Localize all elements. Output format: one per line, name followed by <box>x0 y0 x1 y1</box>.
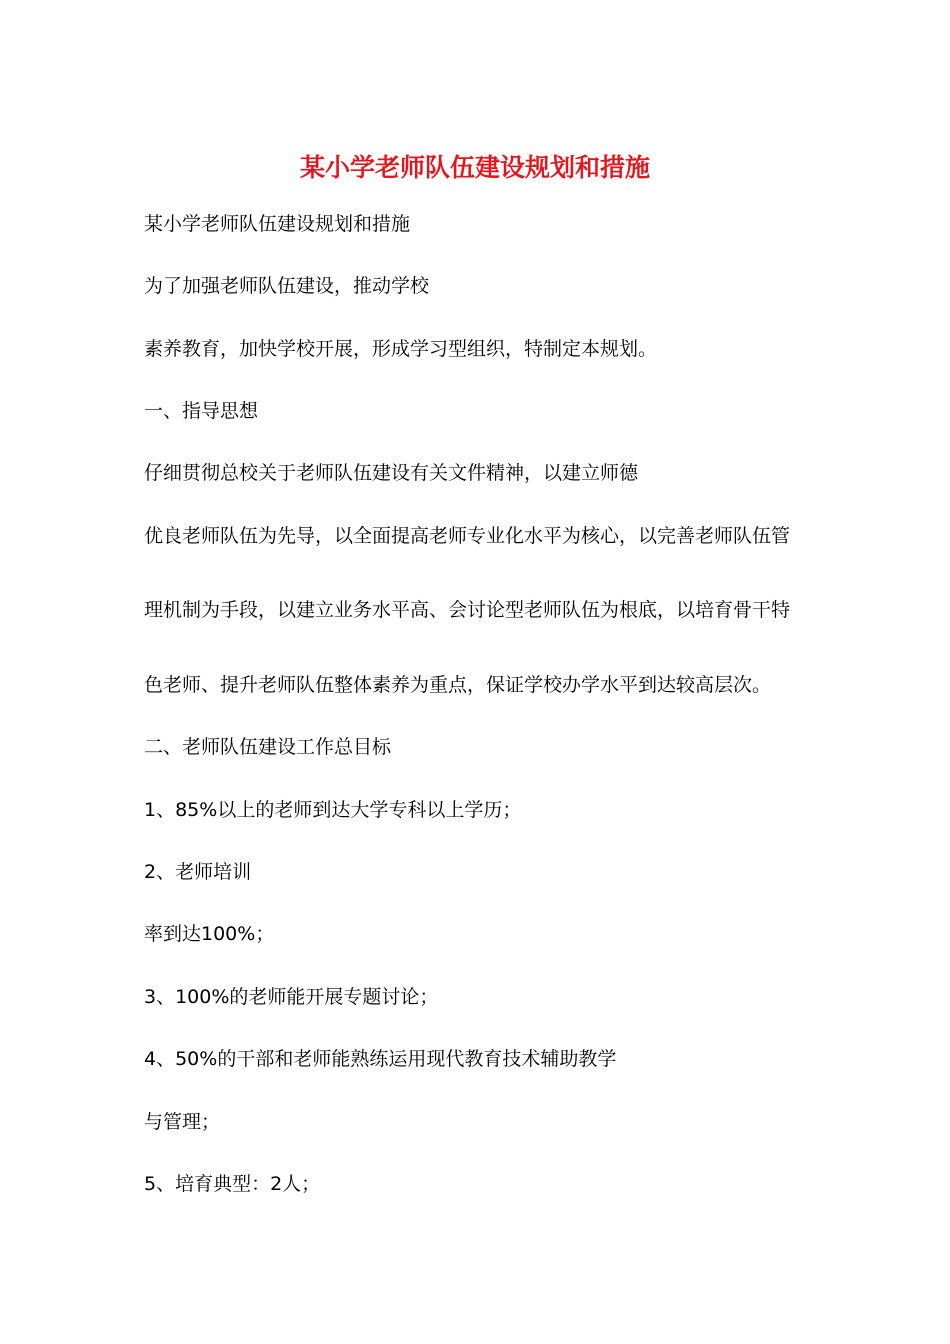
section-heading-1: 一、指导思想 <box>144 400 259 422</box>
text-line-2: 为了加强老师队伍建设，推动学校 <box>144 275 430 297</box>
text-line-3: 素养教育，加快学校开展，形成学习型组织，特制定本规划。 <box>144 338 658 360</box>
section-heading-2: 二、老师队伍建设工作总目标 <box>144 736 392 758</box>
list-item-1: 1、85%以上的老师到达大学专科以上学历； <box>144 799 522 821</box>
text-line-8: 色老师、提升老师队伍整体素养为重点，保证学校办学水平到达较高层次。 <box>144 674 772 696</box>
list-item-4-cont: 与管理； <box>144 1111 221 1133</box>
document-title: 某小学老师队伍建设规划和措施 <box>299 153 650 182</box>
text-line-6: 优良老师队伍为先导，以全面提高老师专业化水平为核心，以完善老师队伍管 <box>144 525 791 547</box>
list-item-5: 5、培育典型：2人； <box>144 1173 321 1195</box>
text-line-7: 理机制为手段，以建立业务水平高、会讨论型老师队伍为根底，以培育骨干特 <box>144 599 791 621</box>
text-line-5: 仔细贯彻总校关于老师队伍建设有关文件精神，以建立师德 <box>144 462 639 484</box>
list-item-2: 2、老师培训 <box>144 861 252 883</box>
list-item-4: 4、50%的干部和老师能熟练运用现代教育技术辅助教学 <box>144 1048 617 1070</box>
text-line-1: 某小学老师队伍建设规划和措施 <box>144 213 411 235</box>
list-item-2-cont: 率到达100%； <box>144 923 275 945</box>
list-item-3: 3、100%的老师能开展专题讨论； <box>144 986 439 1008</box>
